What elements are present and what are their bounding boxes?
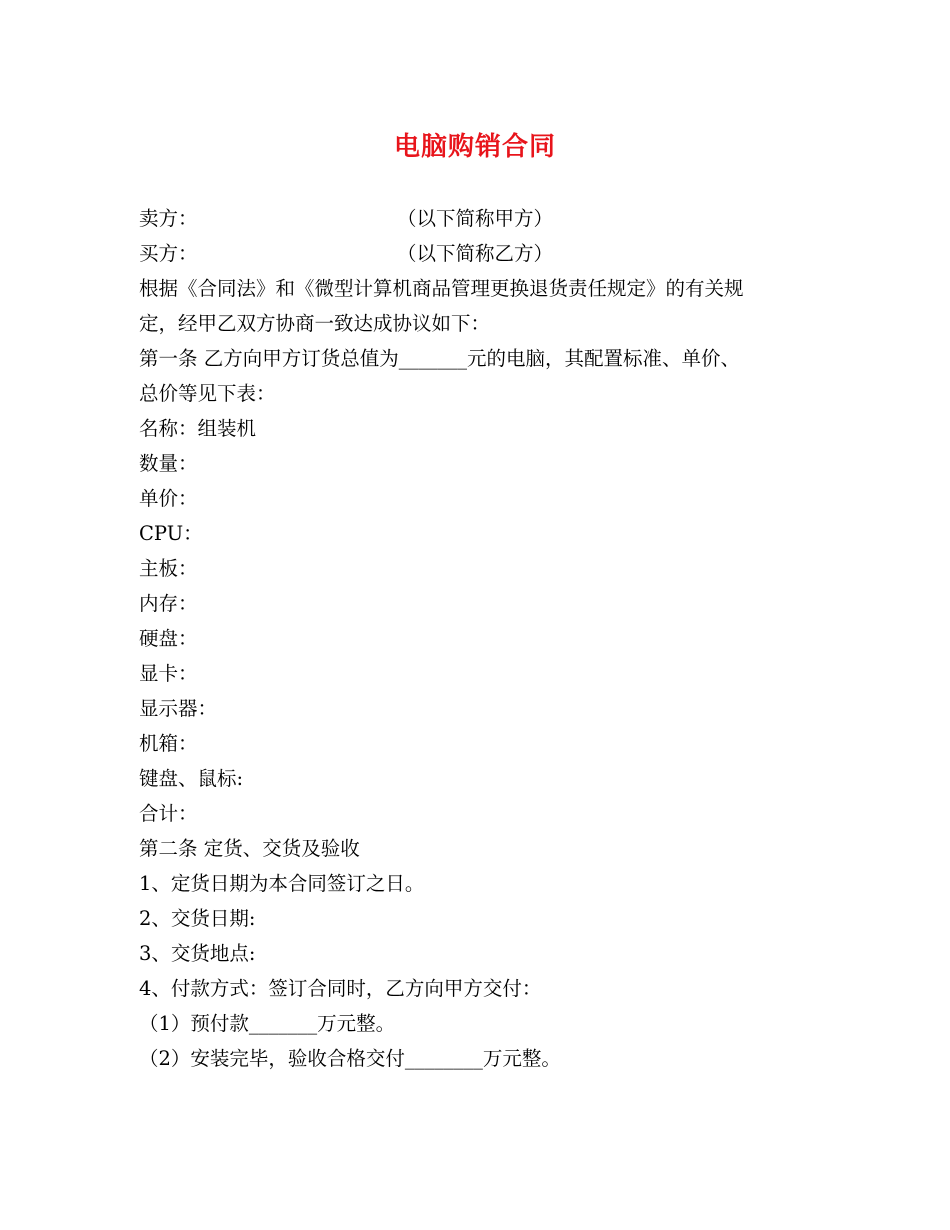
buyer-line <box>139 236 829 271</box>
preamble-line-1: 根据《合同法》和《微型计算机商品管理更换退货责任规定》的有关规 <box>139 277 744 300</box>
spec-hard-disk: 硬盘： <box>139 627 198 650</box>
seller-label: 卖方： <box>139 207 198 230</box>
article-2-item-2: 2、交货日期: <box>139 907 256 930</box>
spec-name: 名称：组装机 <box>139 417 257 440</box>
spec-motherboard: 主板： <box>139 557 198 580</box>
payment-subitem-2: （2）安装完毕，验收合格交付________万元整。 <box>139 1047 561 1070</box>
article-2-heading: 第二条 定货、交货及验收 <box>139 837 360 860</box>
seller-line <box>139 201 829 236</box>
spec-case: 机箱： <box>139 732 198 755</box>
article-2-item-4: 4、付款方式：签订合同时，乙方向甲方交付： <box>139 977 542 1000</box>
spec-unit-price: 单价： <box>139 487 198 510</box>
article-1-line-1: 第一条 乙方向甲方订货总值为_______元的电脑，其配置标准、单价、 <box>139 347 740 370</box>
article-2-item-1: 1、定货日期为本合同签订之日。 <box>139 872 425 895</box>
spec-graphics-card: 显卡： <box>139 662 198 685</box>
document-title: 电脑购销合同 <box>393 132 556 162</box>
payment-subitem-1: （1）预付款_______万元整。 <box>139 1012 396 1035</box>
document-body <box>139 201 829 1076</box>
spec-cpu: CPU： <box>139 522 203 545</box>
preamble-line-2: 定，经甲乙双方协商一致达成协议如下： <box>139 312 491 335</box>
spec-total: 合计： <box>139 802 198 825</box>
seller-note: （以下简称甲方） <box>397 207 554 230</box>
spec-monitor: 显示器： <box>139 697 218 720</box>
spec-memory: 内存： <box>139 592 198 615</box>
spec-keyboard-mouse: 键盘、鼠标: <box>139 767 244 790</box>
buyer-note: （以下简称乙方） <box>397 242 554 265</box>
article-1-line-2: 总价等见下表： <box>139 382 276 405</box>
article-2-item-3: 3、交货地点: <box>139 942 256 965</box>
buyer-label: 买方： <box>139 242 198 265</box>
spec-quantity: 数量： <box>139 452 198 475</box>
